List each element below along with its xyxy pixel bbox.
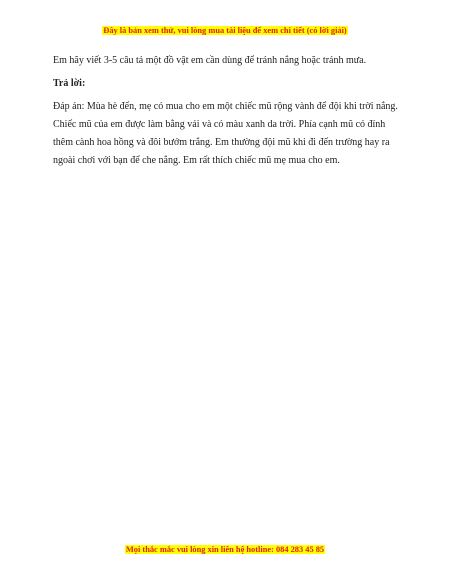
preview-notice-text: Đây là bản xem thử, vui lòng mua tài liệu để xem chi tiết (có lời giải) xyxy=(103,26,347,35)
answer-heading: Trả lời: xyxy=(53,78,86,89)
hotline-text: Mọi thắc mắc vui lòng xin liên hệ hotline: 084 283 45 85 xyxy=(125,545,325,554)
preview-notice-banner xyxy=(0,25,450,36)
document-content xyxy=(53,52,399,170)
hotline-footer xyxy=(0,544,450,555)
answer-body-text: Đáp án: Mùa hè đến, mẹ có mua cho em một chiếc mũ rộng vành để đội khi trời nắng. Chiếc mũ của em được làm bằng vải và có màu xanh da trời. Phía cạnh mũ có đính thêm cành hoa hồng và đôi bướm trắng. Em thường đội mũ khi đi đến trường hay ra ngoài chơi với bạn để che nắng. Em rất thích chiếc mũ mẹ mua cho em. xyxy=(53,101,398,166)
question-text: Em hãy viết 3-5 câu tả một đồ vật em cần dùng để tránh nắng hoặc tránh mưa. xyxy=(53,55,367,66)
